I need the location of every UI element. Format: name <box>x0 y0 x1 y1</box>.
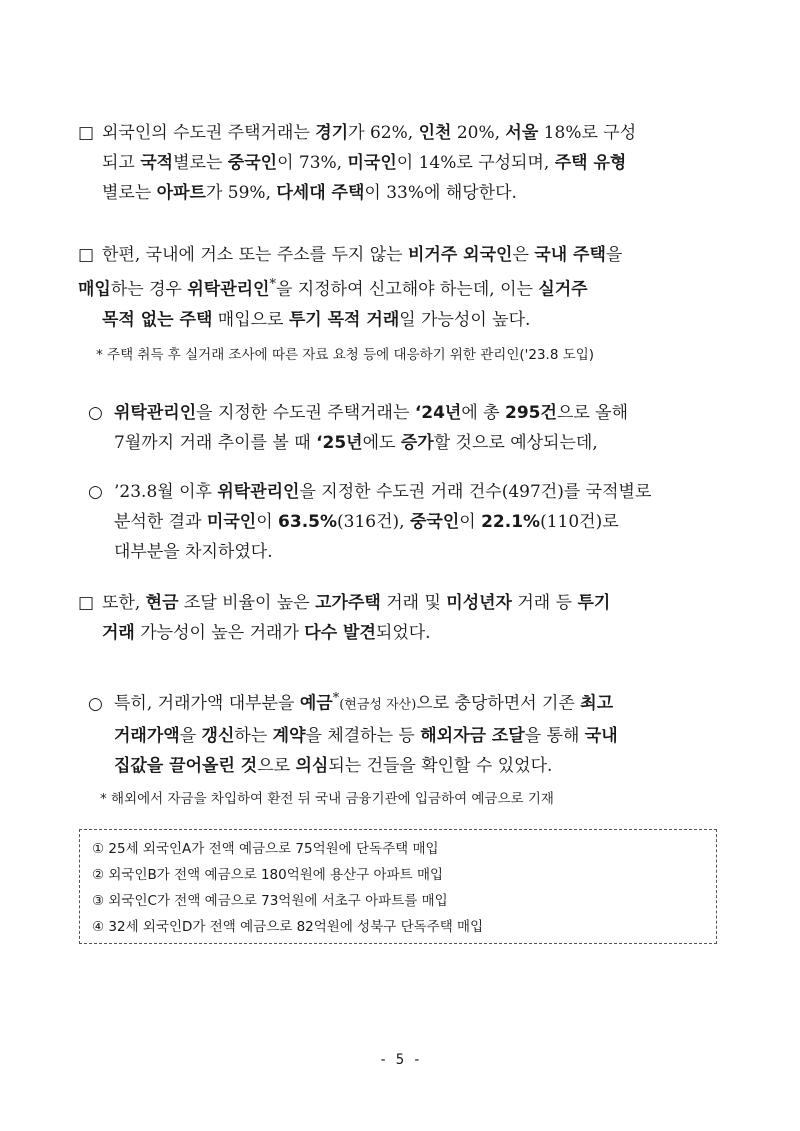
bullet-deposit-funded-purchases: ○ 특히, 거래가액 대부분을 예금*(현금성 자산)으로 충당하면서 기존 최고 거래가액을 갱신하는 계약을 체결하는 등 해외자금 조달을 통해 국내 집값을 끌어올린 것으로 의심되는 건들을 확인할 수 있었다. <box>88 684 728 781</box>
example-case-3: ③ 외국인C가 전액 예금으로 73억원에 서초구 아파트를 매입 <box>92 893 448 909</box>
circle-bullet: ○ <box>88 693 103 714</box>
example-case-2: ② 외국인B가 전액 예금으로 180억원에 용산구 아파트 매입 <box>92 867 444 883</box>
footnote-trustee-definition: * 주택 취득 후 실거래 조사에 따른 자료 요청 등에 대응하기 위한 관리인('23.8 도입) <box>96 347 595 363</box>
bullet-trustee-nationality: ○ ’23.8월 이후 위탁관리인을 지정한 수도권 거래 건수(497건)를 국적별로 분석한 결과 미국인이 63.5%(316건), 중국인이 22.1%(110건)로 대부분을 차지하였다. <box>88 477 728 567</box>
page-number: - 5 - <box>378 1052 422 1068</box>
paragraph-speculative-transactions: □ 또한, 현금 조달 비율이 높은 고가주택 거래 및 미성년자 거래 등 투기 거래 가능성이 높은 거래가 다수 발견되었다. <box>78 588 728 648</box>
example-cases-box <box>79 829 717 944</box>
circle-bullet: ○ <box>88 403 103 423</box>
paragraph-foreign-housing-composition: □ 외국인의 수도권 주택거래는 경기가 62%, 인천 20%, 서울 18%로 구성 되고 국적별로는 중국인이 73%, 미국인이 14%로 구성되며, 주택 유형 별로는 아파트가 59%, 다세대 주택이 33%에 해당한다. <box>78 118 728 208</box>
square-bullet: □ <box>78 245 95 265</box>
example-case-4: ④ 32세 외국인D가 전액 예금으로 82억원에 성북구 단독주택 매입 <box>92 919 484 935</box>
example-case-1: ① 25세 외국인A가 전액 예금으로 75억원에 단독주택 매입 <box>92 841 439 857</box>
footnote-deposit-definition: * 해외에서 자금을 차입하여 환전 뒤 국내 금융기관에 입금하여 예금으로 기재 <box>100 791 554 807</box>
paragraph-non-resident-foreigners: □ 한편, 국내에 거소 또는 주소를 두지 않는 비거주 외국인은 국내 주택을 매입하는 경우 위탁관리인*을 지정하여 신고해야 하는데, 이는 실거주 목적 없는 주택 매입으로 투기 목적 거래일 가능성이 높다. <box>78 240 728 335</box>
square-bullet: □ <box>78 593 95 613</box>
square-bullet: □ <box>78 123 95 143</box>
circle-bullet: ○ <box>88 482 103 502</box>
bullet-trustee-trend: ○ 위탁관리인을 지정한 수도권 주택거래는 ‘24년에 총 295건으로 올해 7월까지 거래 추이를 볼 때 ‘25년에도 증가할 것으로 예상되는데, <box>88 398 728 458</box>
